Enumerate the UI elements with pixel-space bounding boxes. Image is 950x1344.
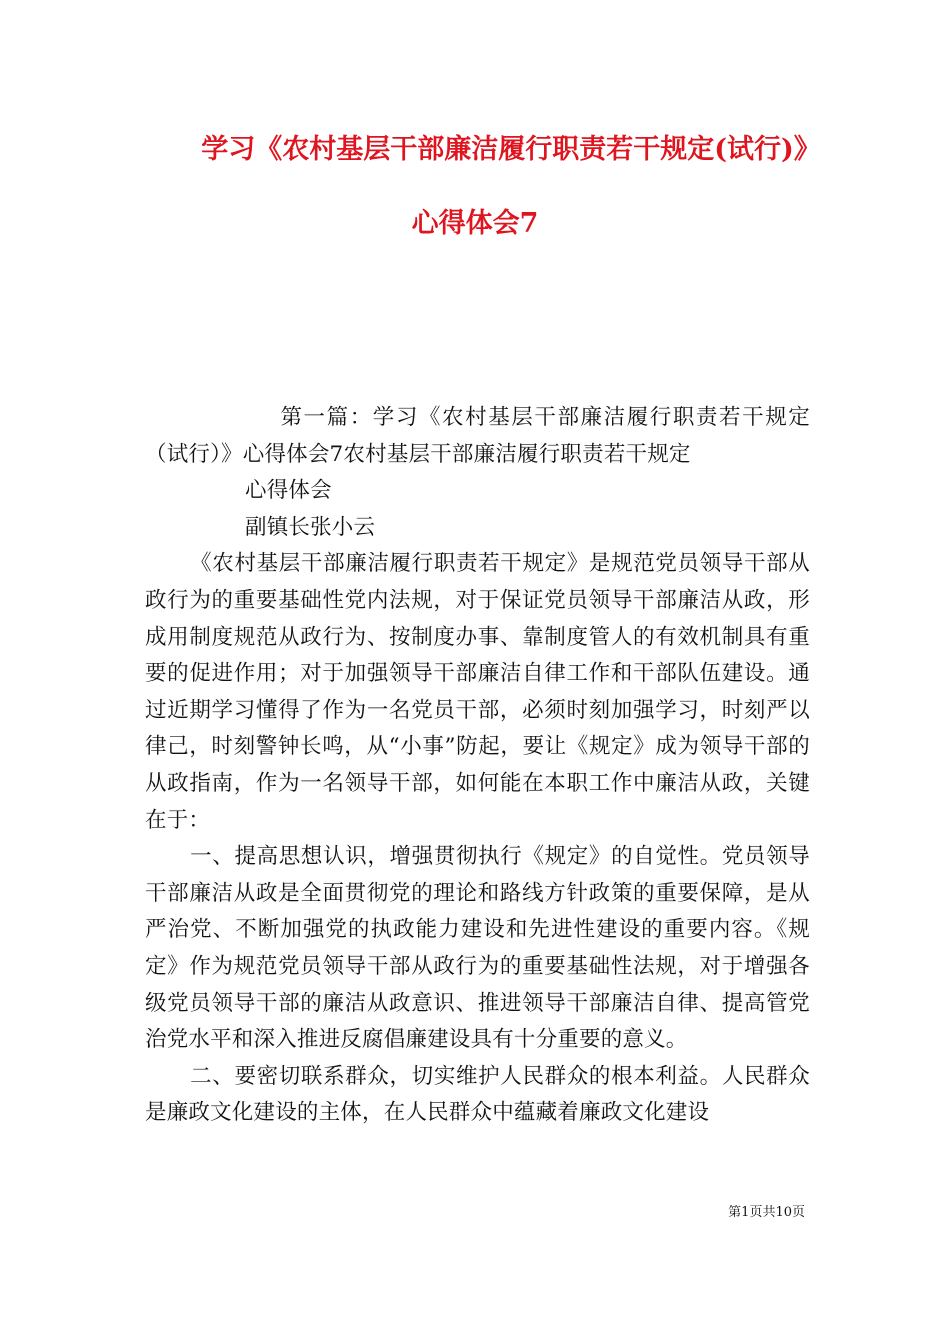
subtitle: 心得体会 bbox=[245, 478, 332, 504]
body-paragraph-1: 《农村基层干部廉洁履行职责若干规定》是规范党员领导干部从政行为的重要基础性党内法规，对于保证党员领导干部廉洁从政，形成用制度规范从政行为、按制度办事、靠制度管人的有效机制具有重要的促进作用；对于加强领导干部廉洁自律工作和干部队伍建设。通过近期学习懂得了作为一名党员干部，必须时刻加强学习，时刻严以律己，时刻警钟长鸣，从“小事”防起，要让《规定》成为领导干部的从政指南，作为一名领导干部，如何能在本职工作中廉洁从政，关键在于： bbox=[145, 551, 810, 833]
document-body bbox=[145, 400, 810, 1132]
document-title-line-1: 学习《农村基层干部廉洁履行职责若干规定(试行)》 bbox=[201, 134, 821, 165]
chapter-heading: 第一篇：学习《农村基层干部廉洁履行职责若干规定（试行）》心得体会7农村基层干部廉洁履行职责若干规定 bbox=[145, 405, 810, 467]
page-number-footer: 第1页共10页 bbox=[728, 1205, 805, 1220]
body-paragraph-3: 二、要密切联系群众，切实维护人民群众的根本利益。人民群众是廉政文化建设的主体，在人民群众中蕴藏着廉政文化建设 bbox=[145, 1063, 810, 1126]
document-title-line-2: 心得体会7 bbox=[411, 208, 539, 239]
author-line: 副镇长张小云 bbox=[245, 514, 376, 540]
body-paragraph-2: 一、提高思想认识，增强贯彻执行《规定》的自觉性。党员领导干部廉洁从政是全面贯彻党的理论和路线方针政策的重要保障，是从严治党、不断加强党的执政能力建设和先进性建设的重要内容。《规定》作为规范党员领导干部从政行为的重要基础性法规，对于增强各级党员领导干部的廉洁从政意识、推进领导干部廉洁自律、提高管党治党水平和深入推进反腐倡廉建设具有十分重要的意义。 bbox=[145, 844, 810, 1053]
